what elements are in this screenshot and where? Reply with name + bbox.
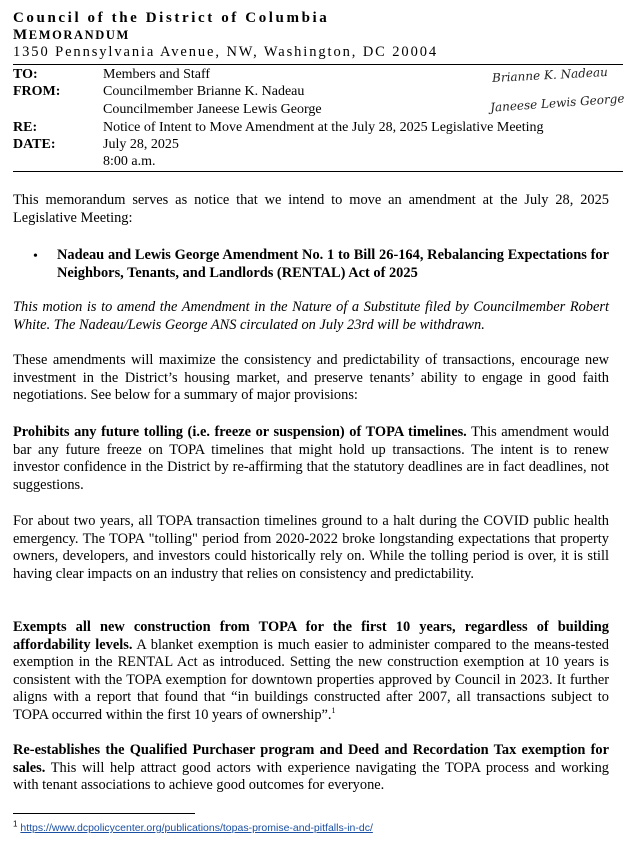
footnote-ref[interactable]: 1 <box>331 706 336 716</box>
date-value: July 28, 2025 <box>103 137 179 152</box>
memo-heading <box>13 28 130 43</box>
to-label: TO: <box>13 67 38 82</box>
qualified-purchaser-paragraph <box>13 742 609 795</box>
re-label: RE: <box>13 120 38 135</box>
memo-heading-initial: M <box>13 27 29 43</box>
time-value: 8:00 a.m. <box>103 154 156 169</box>
footnote <box>13 819 373 835</box>
from-value-2: Councilmember Janeese Lewis George <box>103 102 322 117</box>
amendment-bullet: Nadeau and Lewis George Amendment No. 1 to Bill 26-164, Rebalancing Expectations for Neighbors, Tenants, and Landlords (RENTAL) Act of 2025 <box>57 247 609 281</box>
tolling-paragraph <box>13 424 609 494</box>
council-address: 1350 Pennsylvania Avenue, NW, Washington, DC 20004 <box>13 44 439 60</box>
construction-paragraph <box>13 619 609 725</box>
from-value-1: Councilmember Brianne K. Nadeau <box>103 84 305 99</box>
header-divider <box>13 64 623 65</box>
footnote-link[interactable]: https://www.dcpolicycenter.org/publications/topas-promise-and-pitfalls-in-dc/ <box>20 822 373 834</box>
footnote-divider <box>13 813 195 814</box>
construction-text: A blanket exemption is much easier to administer compared to the means-tested exemption in the RENTAL Act as introduced. Setting the new construction exemption at 10 years is consistent with the TOPA exemption for downtown properties approved by Council in 2023. It further aligns with a report that found that “in buildings constructed after 2007, all transactions subject to TOPA occurred within the first 10 years of ownership”. <box>13 636 609 723</box>
tolling-text: This amendment would bar any future freeze on TOPA timelines that might hold up transactions. The intent is to renew investor confidence in the District by re-affirming that the statutory deadlines are in fact deadlines, not suggestions. <box>13 424 609 493</box>
tolling-heading: Prohibits any future tolling (i.e. freeze or suspension) of TOPA timelines. <box>13 424 467 440</box>
intro-paragraph: This memorandum serves as notice that we intend to move an amendment at the July 28, 2025 Legislative Meeting: <box>13 192 609 226</box>
to-value: Members and Staff <box>103 67 211 82</box>
signature-nadeau: Brianne K. Nadeau <box>491 64 609 86</box>
date-label: DATE: <box>13 137 56 152</box>
memo-heading-rest: EMORANDUM <box>28 28 130 42</box>
motion-paragraph: This motion is to amend the Amendment in the Nature of a Substitute filed by Councilmember Robert White. The Nadeau/Lewis George ANS circulated on July 23rd will be withdrawn. <box>13 299 609 333</box>
council-name: Council of the District of Columbia <box>13 10 330 26</box>
footnote-number: 1 <box>13 819 18 829</box>
qualified-purchaser-heading: Re-establishes the Qualified Purchaser program and Deed and Recordation Tax exemption for sales. <box>13 742 609 776</box>
construction-heading: Exempts all new construction from TOPA for the first 10 years, regardless of building affordability levels. <box>13 619 609 653</box>
from-label: FROM: <box>13 84 61 99</box>
qualified-purchaser-text: This will help attract good actors with experience navigating the TOPA process and working with tenant associations to achieve good outcomes for everyone. <box>13 759 609 794</box>
meta-divider <box>13 171 623 172</box>
summary-paragraph: These amendments will maximize the consistency and predictability of transactions, encourage new investment in the District’s housing market, and preserve tenants’ ability to engage in good faith negotiations. See below for a summary of major provisions: <box>13 352 609 404</box>
signature-george: Janeese Lewis George <box>489 91 625 115</box>
bullet-marker: • <box>33 249 38 264</box>
covid-paragraph: For about two years, all TOPA transaction timelines ground to a halt during the COVID public health emergency. The TOPA "tolling" period from 2020-2022 broke longstanding expectations that property owners, developers, and investors could historically rely on. While the tolling period is over, it is still having clear impacts on an industry that relies on consistency and predictability. <box>13 513 609 582</box>
re-value: Notice of Intent to Move Amendment at the July 28, 2025 Legislative Meeting <box>103 120 544 135</box>
